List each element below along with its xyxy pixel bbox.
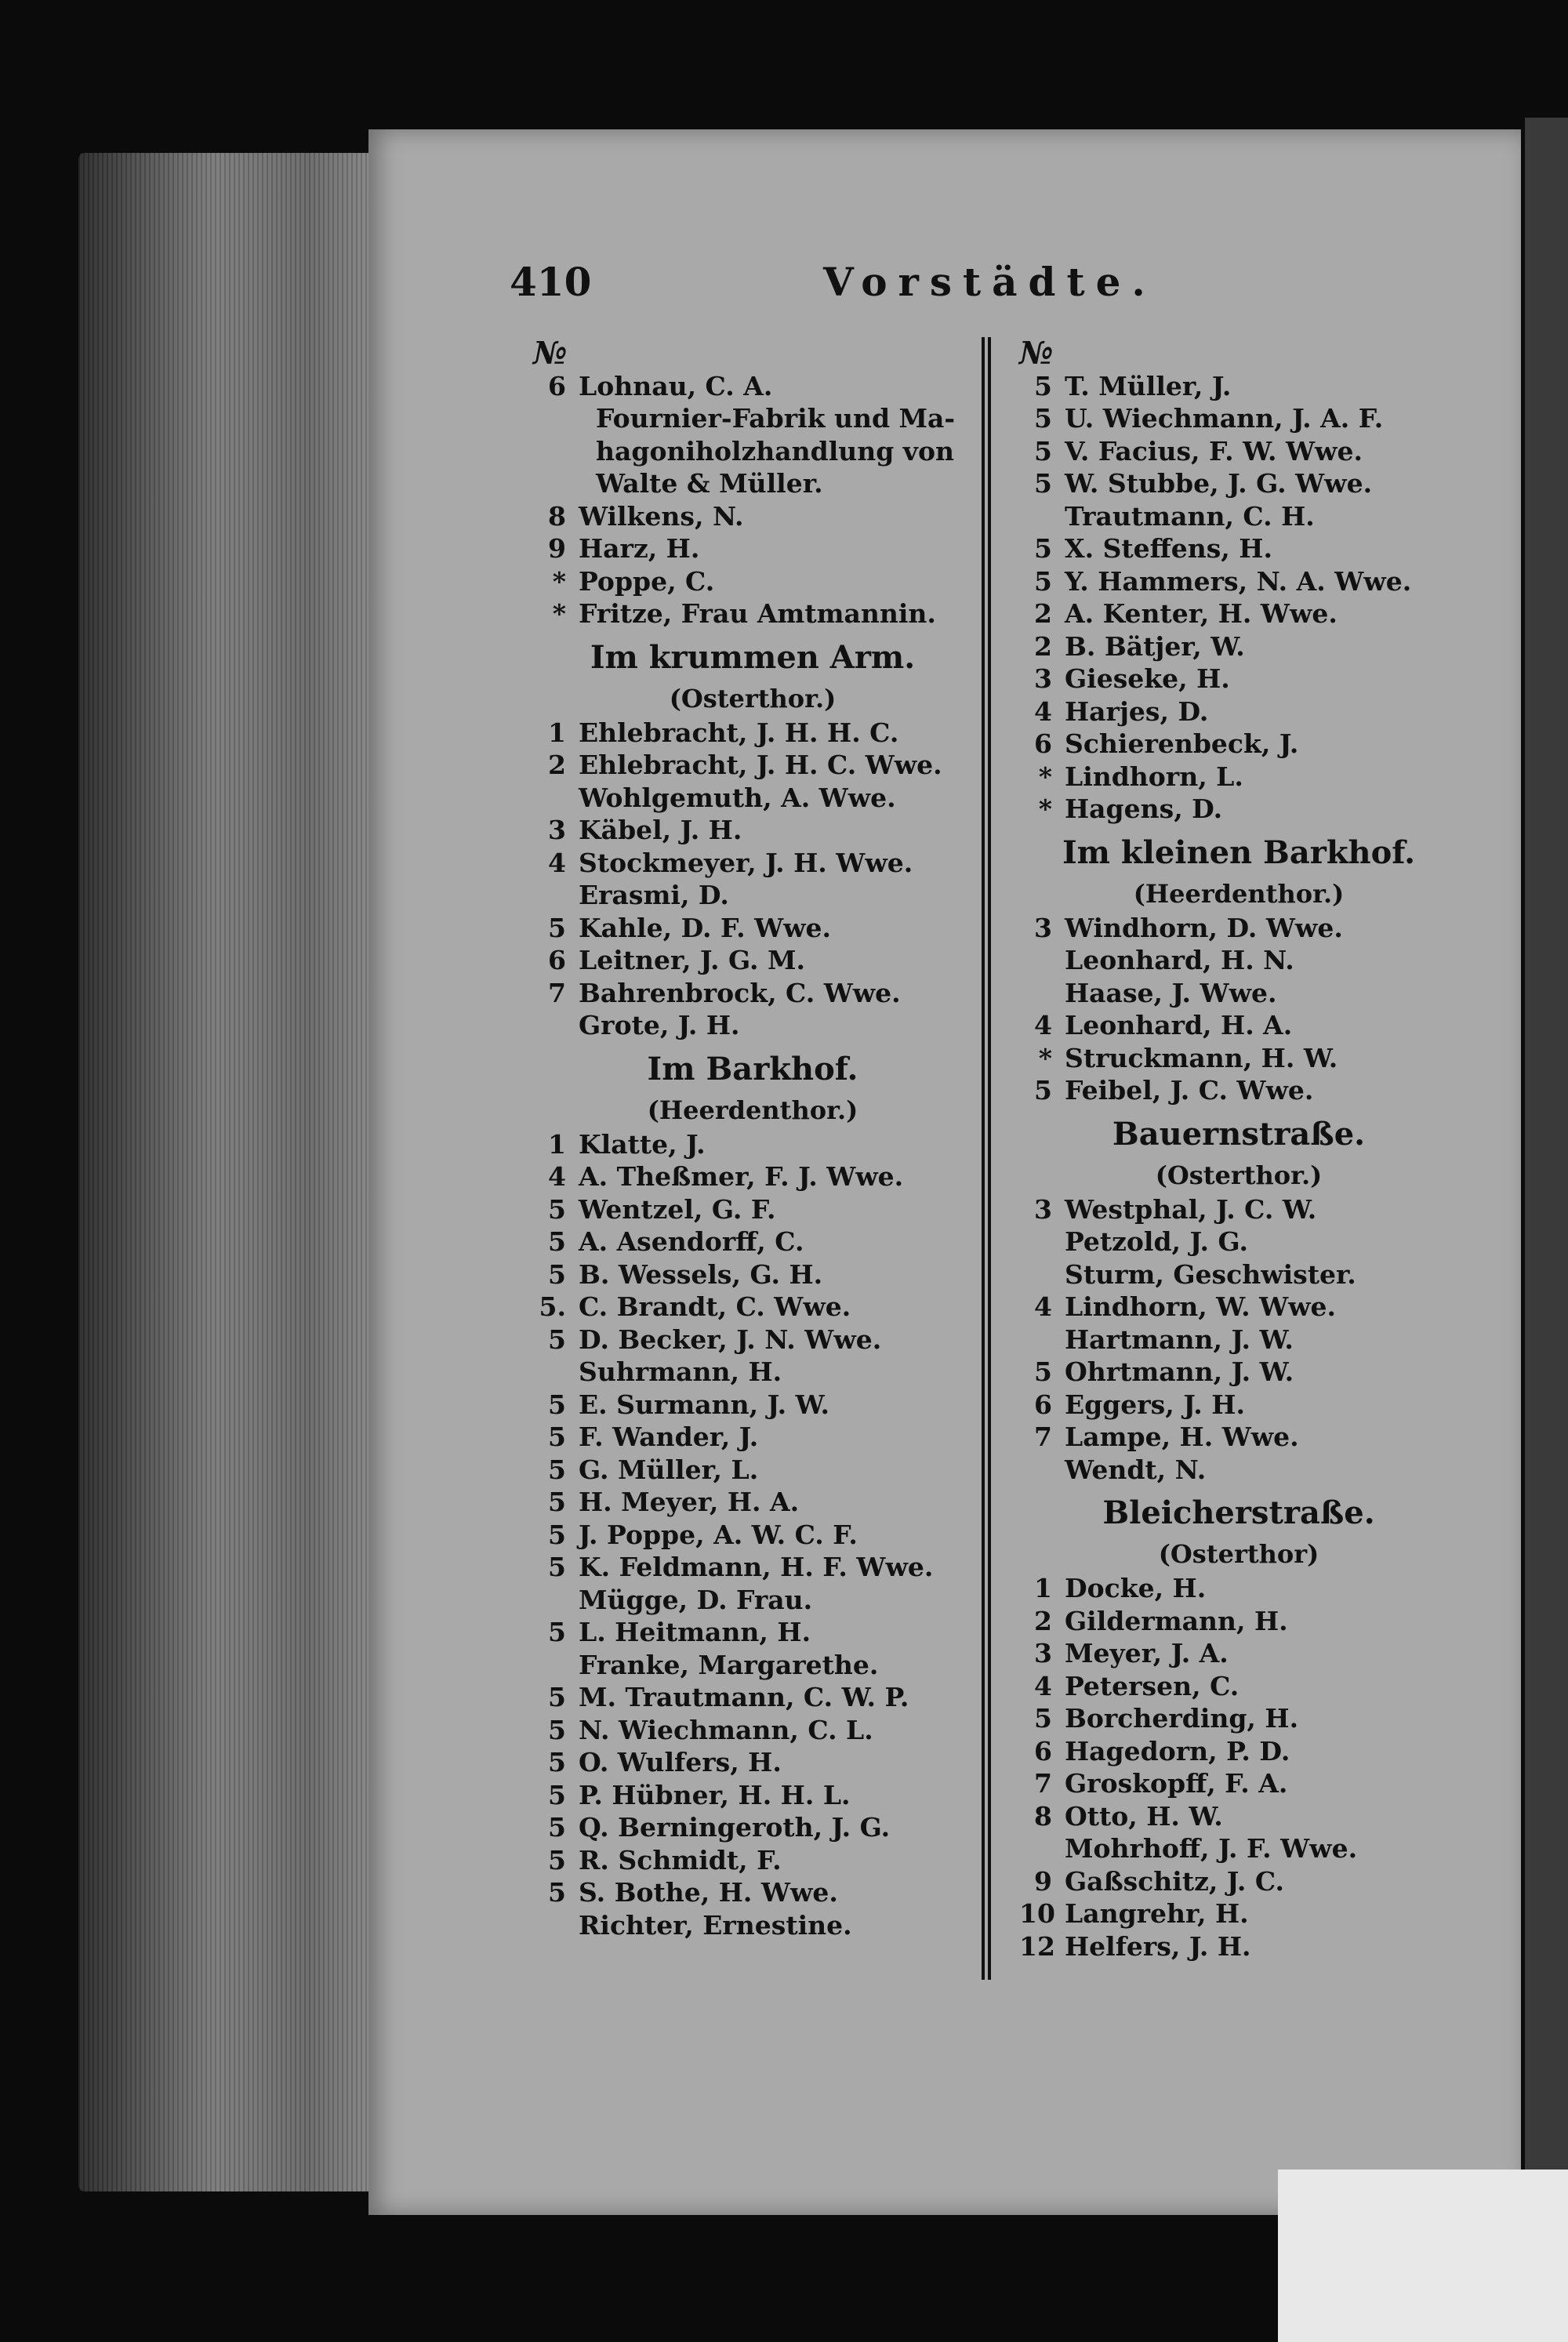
entry-line bbox=[1019, 402, 1458, 435]
resident-name: Lindhorn, L. bbox=[1065, 761, 1243, 792]
house-number: 5 bbox=[548, 1812, 566, 1843]
resident-name: Lampe, H. Wwe. bbox=[1065, 1422, 1299, 1452]
resident-name: C. Brandt, C. Wwe. bbox=[579, 1291, 851, 1322]
facing-page-edge bbox=[1525, 118, 1568, 2235]
entry-line bbox=[1019, 1193, 1458, 1226]
entry-line bbox=[1019, 1291, 1458, 1324]
entry-line bbox=[1019, 1930, 1458, 1963]
house-number: 12 bbox=[1019, 1930, 1055, 1962]
house-number: 4 bbox=[1034, 1670, 1052, 1701]
house-number: 5 bbox=[548, 1226, 566, 1257]
resident-name: G. Müller, L. bbox=[579, 1454, 759, 1485]
entry-line bbox=[533, 912, 972, 945]
house-number: 4 bbox=[1034, 1291, 1052, 1322]
resident-name: J. Poppe, A. W. C. F. bbox=[579, 1519, 858, 1550]
resident-name: Westphal, J. C. W. bbox=[1065, 1193, 1317, 1225]
entry-line bbox=[1019, 1074, 1458, 1107]
entry-line bbox=[533, 944, 972, 977]
house-number: 5 bbox=[548, 1747, 566, 1777]
entry-line bbox=[533, 1225, 972, 1258]
column-rule bbox=[982, 337, 991, 1980]
entry-line bbox=[1019, 663, 1458, 695]
entry-line bbox=[533, 717, 972, 750]
entry-line bbox=[533, 1356, 972, 1389]
entry-line bbox=[533, 1616, 972, 1649]
house-number: 5 bbox=[548, 912, 566, 943]
background-surface bbox=[1278, 2170, 1568, 2342]
number-symbol: № bbox=[533, 335, 568, 372]
entry-line bbox=[1019, 467, 1458, 500]
house-number: 2 bbox=[1034, 630, 1052, 662]
resident-name: Sturm, Geschwister. bbox=[1065, 1258, 1356, 1290]
house-number: 6 bbox=[1034, 1735, 1052, 1766]
entry-line bbox=[1019, 1735, 1458, 1768]
entry-line bbox=[533, 814, 972, 847]
house-number: 7 bbox=[1034, 1422, 1052, 1452]
house-number: 5 bbox=[1034, 370, 1052, 401]
resident-name: Windhorn, D. Wwe. bbox=[1065, 912, 1343, 943]
gate-subheading: (Osterthor) bbox=[1158, 1539, 1319, 1569]
entry-line bbox=[533, 1649, 972, 1682]
house-number: 5 bbox=[1034, 1703, 1052, 1734]
entry-line bbox=[1019, 1897, 1458, 1930]
resident-name: Helfers, J. H. bbox=[1065, 1930, 1251, 1962]
entry-line bbox=[533, 565, 972, 598]
resident-name: Harz, H. bbox=[579, 533, 700, 564]
house-number: 5 bbox=[548, 1779, 566, 1810]
resident-name: X. Steffens, H. bbox=[1065, 533, 1272, 564]
resident-name: S. Bothe, H. Wwe. bbox=[579, 1877, 838, 1908]
resident-name: Stockmeyer, J. H. Wwe. bbox=[579, 847, 913, 878]
entry-line bbox=[533, 1876, 972, 1909]
entry-line bbox=[1019, 1767, 1458, 1800]
entry-line bbox=[1019, 977, 1458, 1010]
house-number: * bbox=[552, 565, 566, 597]
entry-line bbox=[1019, 1356, 1458, 1389]
resident-name: Fournier-Fabrik und Ma- bbox=[596, 403, 956, 434]
resident-name: Wentzel, G. F. bbox=[579, 1193, 776, 1225]
house-number: 1 bbox=[548, 717, 566, 748]
house-number: 5 bbox=[548, 1487, 566, 1517]
resident-name: B. Wessels, G. H. bbox=[579, 1258, 823, 1290]
entry-line bbox=[1019, 1605, 1458, 1638]
house-number: 1 bbox=[548, 1128, 566, 1160]
resident-name: F. Wander, J. bbox=[579, 1422, 759, 1452]
entry-line bbox=[1019, 630, 1458, 663]
entry-line bbox=[1019, 1637, 1458, 1670]
house-number: 5 bbox=[548, 1193, 566, 1225]
entry-line bbox=[533, 402, 972, 435]
entry-line bbox=[533, 1681, 972, 1714]
entry-line bbox=[533, 1128, 972, 1161]
house-number: 6 bbox=[1034, 728, 1052, 759]
entry-line bbox=[533, 782, 972, 815]
resident-name: Petzold, J. G. bbox=[1065, 1226, 1249, 1257]
house-number: * bbox=[552, 598, 566, 629]
resident-name: A. Asendorff, C. bbox=[579, 1226, 804, 1257]
resident-name: Suhrmann, H. bbox=[579, 1356, 782, 1387]
resident-name: M. Trautmann, C. W. P. bbox=[579, 1682, 909, 1712]
house-number: 5 bbox=[548, 1454, 566, 1485]
house-number: 3 bbox=[1034, 663, 1052, 694]
entry-line bbox=[1019, 1258, 1458, 1291]
entry-line bbox=[533, 1389, 972, 1422]
resident-name: R. Schmidt, F. bbox=[579, 1844, 782, 1875]
resident-name: Mohrhoff, J. F. Wwe. bbox=[1065, 1833, 1358, 1864]
street-heading: Im Barkhof. bbox=[647, 1050, 858, 1087]
entry-line bbox=[533, 435, 972, 468]
resident-name: Franke, Margarethe. bbox=[579, 1649, 879, 1680]
entry-line bbox=[533, 749, 972, 782]
house-number: 2 bbox=[1034, 598, 1052, 629]
entry-line bbox=[1019, 1042, 1458, 1075]
house-number: 5 bbox=[548, 1552, 566, 1582]
house-number: 4 bbox=[1034, 695, 1052, 727]
resident-name: Langrehr, H. bbox=[1065, 1898, 1249, 1929]
house-number: 1 bbox=[1034, 1573, 1052, 1603]
resident-name: Erasmi, D. bbox=[579, 880, 729, 910]
entry-line bbox=[533, 1909, 972, 1942]
entry-line bbox=[1019, 1225, 1458, 1258]
house-number: 4 bbox=[1034, 1010, 1052, 1040]
resident-name: Hagedorn, P. D. bbox=[1065, 1735, 1290, 1766]
resident-name: V. Facius, F. W. Wwe. bbox=[1065, 435, 1363, 467]
entry-line bbox=[533, 1009, 972, 1042]
resident-name: Ehlebracht, J. H. C. Wwe. bbox=[579, 750, 942, 780]
left-column bbox=[533, 337, 972, 1941]
resident-name: P. Hübner, H. H. L. bbox=[579, 1779, 851, 1810]
house-number: 3 bbox=[548, 815, 566, 845]
entry-line bbox=[533, 1811, 972, 1844]
house-number: 5 bbox=[548, 1877, 566, 1908]
resident-name: O. Wulfers, H. bbox=[579, 1747, 782, 1777]
resident-name: Klatte, J. bbox=[579, 1128, 706, 1160]
entry-line bbox=[1019, 1832, 1458, 1865]
entry-line bbox=[533, 1193, 972, 1226]
entry-line bbox=[533, 597, 972, 630]
house-number: 5 bbox=[1034, 403, 1052, 434]
house-number: 4 bbox=[548, 847, 566, 878]
resident-name: Borcherding, H. bbox=[1065, 1703, 1299, 1734]
house-number: 6 bbox=[1034, 1389, 1052, 1420]
resident-name: Ehlebracht, J. H. H. C. bbox=[579, 717, 899, 748]
resident-name: Haase, J. Wwe. bbox=[1065, 977, 1277, 1008]
entry-line bbox=[533, 467, 972, 500]
house-number: 10 bbox=[1019, 1898, 1055, 1929]
resident-name: Fritze, Frau Amtmannin. bbox=[579, 598, 936, 629]
house-number: 5 bbox=[548, 1258, 566, 1290]
street-heading: Im kleinen Barkhof. bbox=[1062, 833, 1416, 871]
entry-line bbox=[1019, 1454, 1458, 1487]
house-number: 5 bbox=[548, 1519, 566, 1550]
house-number: 5 bbox=[548, 1422, 566, 1452]
number-symbol: № bbox=[1019, 335, 1054, 372]
house-number: * bbox=[1038, 1042, 1052, 1073]
entry-line bbox=[1019, 695, 1458, 728]
entry-line bbox=[533, 1714, 972, 1747]
resident-name: T. Müller, J. bbox=[1065, 370, 1232, 401]
house-number: * bbox=[1038, 793, 1052, 824]
resident-name: Leonhard, H. A. bbox=[1065, 1010, 1293, 1040]
entry-line bbox=[533, 879, 972, 912]
entry-line bbox=[533, 1454, 972, 1487]
running-title: Vorstädte. bbox=[823, 259, 1156, 305]
resident-name: Ohrtmann, J. W. bbox=[1065, 1356, 1294, 1387]
house-number: 8 bbox=[1034, 1800, 1052, 1832]
entry-line bbox=[1019, 370, 1458, 403]
house-number: 5 bbox=[1034, 565, 1052, 597]
resident-name: Meyer, J. A. bbox=[1065, 1638, 1229, 1668]
house-number: 5 bbox=[548, 1714, 566, 1745]
entry-line bbox=[533, 1291, 972, 1324]
house-number: 5 bbox=[548, 1389, 566, 1420]
resident-name: U. Wiechmann, J. A. F. bbox=[1065, 403, 1384, 434]
page-header bbox=[510, 259, 1156, 321]
entry-line bbox=[1019, 1865, 1458, 1898]
resident-name: Gieseke, H. bbox=[1065, 663, 1230, 694]
street-heading: Im krummen Arm. bbox=[590, 638, 916, 676]
book-page-edges bbox=[78, 153, 384, 2191]
resident-name: Kahle, D. F. Wwe. bbox=[579, 912, 832, 943]
gate-subheading: (Heerdenthor.) bbox=[647, 1095, 858, 1125]
resident-name: Grote, J. H. bbox=[579, 1010, 740, 1040]
entry-line bbox=[533, 370, 972, 403]
entry-line bbox=[1019, 565, 1458, 598]
house-number: 5 bbox=[1034, 435, 1052, 467]
entry-line bbox=[1019, 1324, 1458, 1356]
house-number: 2 bbox=[1034, 1605, 1052, 1636]
house-number: 3 bbox=[1034, 912, 1052, 943]
house-number: 3 bbox=[1034, 1638, 1052, 1668]
street-heading: Bleicherstraße. bbox=[1102, 1494, 1375, 1531]
entry-line bbox=[1019, 1009, 1458, 1042]
resident-name: Walte & Müller. bbox=[596, 468, 823, 499]
resident-name: Mügge, D. Frau. bbox=[579, 1584, 813, 1615]
right-column bbox=[1019, 337, 1458, 1963]
house-number: 4 bbox=[548, 1161, 566, 1192]
house-number: 6 bbox=[548, 945, 566, 975]
house-number: 5 bbox=[1034, 468, 1052, 499]
resident-name: L. Heitmann, H. bbox=[579, 1617, 811, 1647]
entry-line bbox=[533, 1160, 972, 1193]
entry-line bbox=[533, 1519, 972, 1552]
resident-name: Harjes, D. bbox=[1065, 695, 1209, 727]
resident-name: Leonhard, H. N. bbox=[1065, 945, 1294, 975]
entry-line bbox=[1019, 1572, 1458, 1605]
resident-name: Lohnau, C. A. bbox=[579, 370, 773, 401]
entry-line bbox=[533, 1421, 972, 1454]
entry-line bbox=[1019, 1389, 1458, 1422]
resident-name: Q. Berningeroth, J. G. bbox=[579, 1812, 891, 1843]
resident-name: E. Surmann, J. W. bbox=[579, 1389, 830, 1420]
resident-name: H. Meyer, H. A. bbox=[579, 1487, 800, 1517]
entry-line bbox=[533, 1746, 972, 1779]
resident-name: Lindhorn, W. Wwe. bbox=[1065, 1291, 1337, 1322]
gate-subheading: (Osterthor.) bbox=[669, 683, 837, 713]
house-number: 3 bbox=[1034, 1193, 1052, 1225]
resident-name: Wilkens, N. bbox=[579, 500, 744, 532]
resident-name: B. Bätjer, W. bbox=[1065, 630, 1245, 662]
resident-name: A. Theßmer, F. J. Wwe. bbox=[579, 1161, 904, 1192]
entry-line bbox=[1019, 1670, 1458, 1703]
house-number: 8 bbox=[548, 500, 566, 532]
resident-name: Feibel, J. C. Wwe. bbox=[1065, 1075, 1314, 1106]
resident-name: Gildermann, H. bbox=[1065, 1605, 1288, 1636]
entry-line bbox=[1019, 597, 1458, 630]
resident-name: Schierenbeck, J. bbox=[1065, 728, 1299, 759]
resident-name: Hagens, D. bbox=[1065, 793, 1223, 824]
entry-line bbox=[1019, 1421, 1458, 1454]
gate-subheading: (Heerdenthor.) bbox=[1133, 878, 1345, 909]
house-number: 5. bbox=[539, 1291, 566, 1322]
resident-name: Docke, H. bbox=[1065, 1573, 1207, 1603]
entry-line bbox=[533, 1779, 972, 1812]
entry-line bbox=[533, 1258, 972, 1291]
house-number: 9 bbox=[548, 533, 566, 564]
entry-line bbox=[1019, 912, 1458, 945]
house-number: 2 bbox=[548, 750, 566, 780]
house-number: 5 bbox=[1034, 533, 1052, 564]
entry-line bbox=[533, 847, 972, 880]
resident-name: Wohlgemuth, A. Wwe. bbox=[579, 782, 896, 813]
house-number: 6 bbox=[548, 370, 566, 401]
entry-line bbox=[1019, 944, 1458, 977]
entry-line bbox=[533, 1486, 972, 1519]
entry-line bbox=[533, 1584, 972, 1617]
entry-line bbox=[533, 1324, 972, 1356]
entry-line bbox=[533, 977, 972, 1010]
page-number: 410 bbox=[510, 259, 592, 305]
street-heading: Bauernstraße. bbox=[1112, 1115, 1366, 1153]
house-number: 7 bbox=[548, 977, 566, 1008]
house-number: 5 bbox=[548, 1682, 566, 1712]
resident-name: Trautmann, C. H. bbox=[1065, 500, 1315, 532]
entry-line bbox=[533, 532, 972, 565]
entry-line bbox=[533, 1844, 972, 1877]
resident-name: N. Wiechmann, C. L. bbox=[579, 1714, 873, 1745]
resident-name: Y. Hammers, N. A. Wwe. bbox=[1065, 565, 1412, 597]
entry-line bbox=[1019, 761, 1458, 793]
entry-line bbox=[1019, 728, 1458, 761]
entry-line bbox=[1019, 1702, 1458, 1735]
entry-line bbox=[533, 500, 972, 533]
resident-name: Groskopff, F. A. bbox=[1065, 1768, 1288, 1799]
entry-line bbox=[1019, 435, 1458, 468]
resident-name: Poppe, C. bbox=[579, 565, 715, 597]
house-number: 7 bbox=[1034, 1768, 1052, 1799]
resident-name: Eggers, J. H. bbox=[1065, 1389, 1245, 1420]
resident-name: Käbel, J. H. bbox=[579, 815, 742, 845]
house-number: 5 bbox=[548, 1844, 566, 1875]
house-number: 5 bbox=[1034, 1356, 1052, 1387]
house-number: * bbox=[1038, 761, 1052, 792]
resident-name: A. Kenter, H. Wwe. bbox=[1065, 598, 1338, 629]
house-number: 5 bbox=[548, 1617, 566, 1647]
house-number: 5 bbox=[1034, 1075, 1052, 1106]
resident-name: W. Stubbe, J. G. Wwe. bbox=[1065, 468, 1373, 499]
resident-name: Bahrenbrock, C. Wwe. bbox=[579, 977, 901, 1008]
resident-name: Gaßschitz, J. C. bbox=[1065, 1865, 1285, 1897]
resident-name: Hartmann, J. W. bbox=[1065, 1324, 1294, 1355]
house-number: 9 bbox=[1034, 1865, 1052, 1897]
resident-name: Richter, Ernestine. bbox=[579, 1909, 852, 1941]
resident-name: D. Becker, J. N. Wwe. bbox=[579, 1324, 882, 1355]
resident-name: Leitner, J. G. M. bbox=[579, 945, 805, 975]
house-number: 5 bbox=[548, 1324, 566, 1355]
entry-line bbox=[1019, 532, 1458, 565]
resident-name: K. Feldmann, H. F. Wwe. bbox=[579, 1552, 934, 1582]
gate-subheading: (Osterthor.) bbox=[1155, 1160, 1323, 1190]
resident-name: Petersen, C. bbox=[1065, 1670, 1240, 1701]
resident-name: hagoniholzhandlung von bbox=[596, 435, 954, 467]
entry-line bbox=[1019, 500, 1458, 533]
resident-name: Struckmann, H. W. bbox=[1065, 1042, 1338, 1073]
resident-name: Otto, H. W. bbox=[1065, 1800, 1223, 1832]
entry-line bbox=[1019, 793, 1458, 826]
entry-line bbox=[1019, 1800, 1458, 1833]
resident-name: Wendt, N. bbox=[1065, 1454, 1207, 1485]
entry-line bbox=[533, 1551, 972, 1584]
